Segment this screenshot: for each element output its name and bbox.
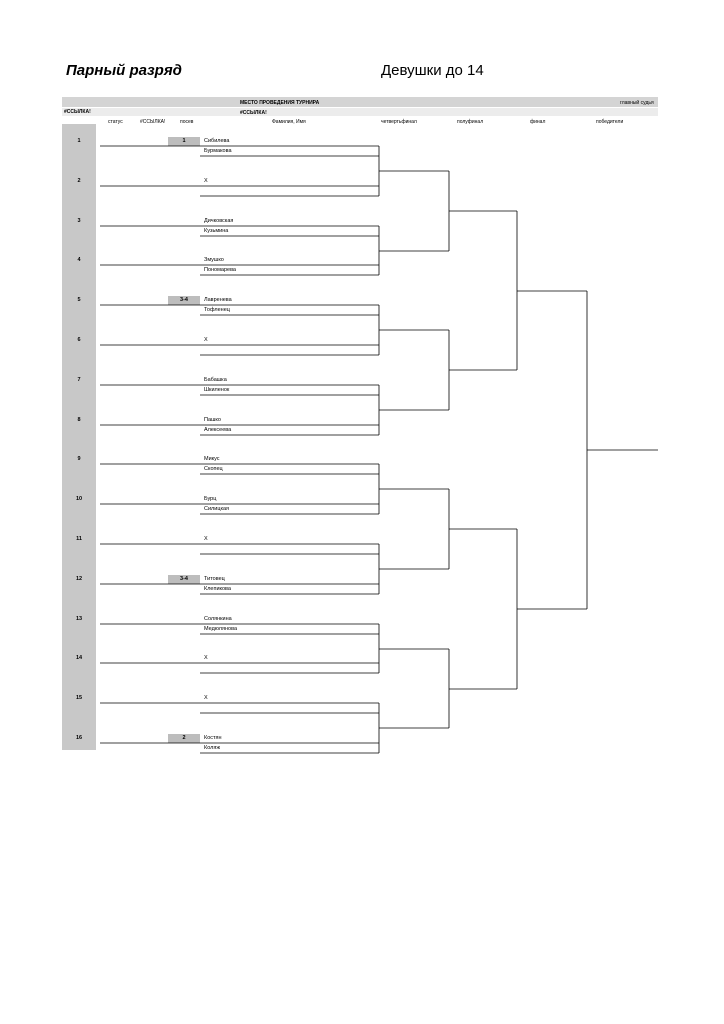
player-name-2: Медюлянова xyxy=(204,626,237,632)
draw-position-number: 2 xyxy=(77,178,81,184)
seed-badge: 3-4 xyxy=(168,296,200,305)
player-name-1: X xyxy=(204,536,208,542)
draw-position-number: 3 xyxy=(77,218,81,224)
col-name: Фамилия, Имя xyxy=(272,119,306,125)
player-name-1: Солянкина xyxy=(204,616,232,622)
ref-center: #ССЫЛКА! xyxy=(240,110,267,116)
seed-badge: 3-4 xyxy=(168,575,200,584)
player-name-1: Дичковская xyxy=(204,218,234,224)
player-name-1: Лавренева xyxy=(204,297,232,303)
player-name-2: Пономарева xyxy=(204,267,236,273)
col-status: статус xyxy=(108,119,123,125)
col-ref: #ССЫЛКА! xyxy=(140,119,166,125)
category-title: Девушки до 14 xyxy=(381,62,484,79)
chief-judge-label: главный судья xyxy=(620,100,654,106)
col-quarterfinal: четвертьфинал xyxy=(381,119,417,125)
draw-position-number: 7 xyxy=(77,377,81,383)
player-name-2: Кузьмина xyxy=(204,228,229,234)
col-semifinal: полуфинал xyxy=(457,119,484,125)
player-name-1: Бурц xyxy=(204,496,217,502)
player-name-1: Бабашка xyxy=(204,377,227,383)
draw-position-number: 1 xyxy=(77,138,81,144)
player-name-2: Скопец xyxy=(204,466,223,472)
player-name-1: Змушко xyxy=(204,257,224,263)
draw-position-number: 10 xyxy=(75,496,83,502)
player-name-2: Коляж xyxy=(204,745,221,751)
player-name-1: Пашко xyxy=(204,417,221,423)
player-name-1: Костян xyxy=(204,735,222,741)
event-title: Парный разряд xyxy=(66,62,182,79)
player-name-2: Тофленец xyxy=(204,307,230,313)
col-seed: посев xyxy=(180,119,194,125)
draw-position-number: 16 xyxy=(75,735,83,741)
seed-badge: 1 xyxy=(168,137,200,146)
draw-position-number: 14 xyxy=(75,655,83,661)
draw-position-number: 9 xyxy=(77,456,81,462)
player-name-2: Алексеева xyxy=(204,427,232,433)
player-name-1: Титовец xyxy=(204,576,225,582)
draw-position-number: 12 xyxy=(75,576,83,582)
col-final: финал xyxy=(530,119,546,125)
player-name-1: X xyxy=(204,695,208,701)
ref-left: #ССЫЛКА! xyxy=(64,109,91,115)
player-name-2: Шкиленок xyxy=(204,387,230,393)
player-name-1: X xyxy=(204,178,208,184)
draw-position-number: 8 xyxy=(77,417,81,423)
player-name-2: Бурмакова xyxy=(204,148,232,154)
draw-position-number: 11 xyxy=(76,536,82,542)
draw-position-number: 5 xyxy=(77,297,81,303)
player-name-1: X xyxy=(204,337,208,343)
draw-position-number: 4 xyxy=(77,257,81,263)
player-name-1: Сибилева xyxy=(204,138,230,144)
player-name-1: X xyxy=(204,655,208,661)
player-name-1: Микус xyxy=(204,456,220,462)
col-winners: победители xyxy=(596,119,624,125)
player-name-2: Силицкая xyxy=(204,506,230,512)
draw-position-number: 6 xyxy=(77,337,81,343)
venue-label: МЕСТО ПРОВЕДЕНИЯ ТУРНИРА xyxy=(240,100,320,106)
draw-position-number: 13 xyxy=(75,616,83,622)
seed-badge: 2 xyxy=(168,734,200,743)
player-name-2: Клепикова xyxy=(204,586,231,592)
draw-position-number: 15 xyxy=(75,695,83,701)
